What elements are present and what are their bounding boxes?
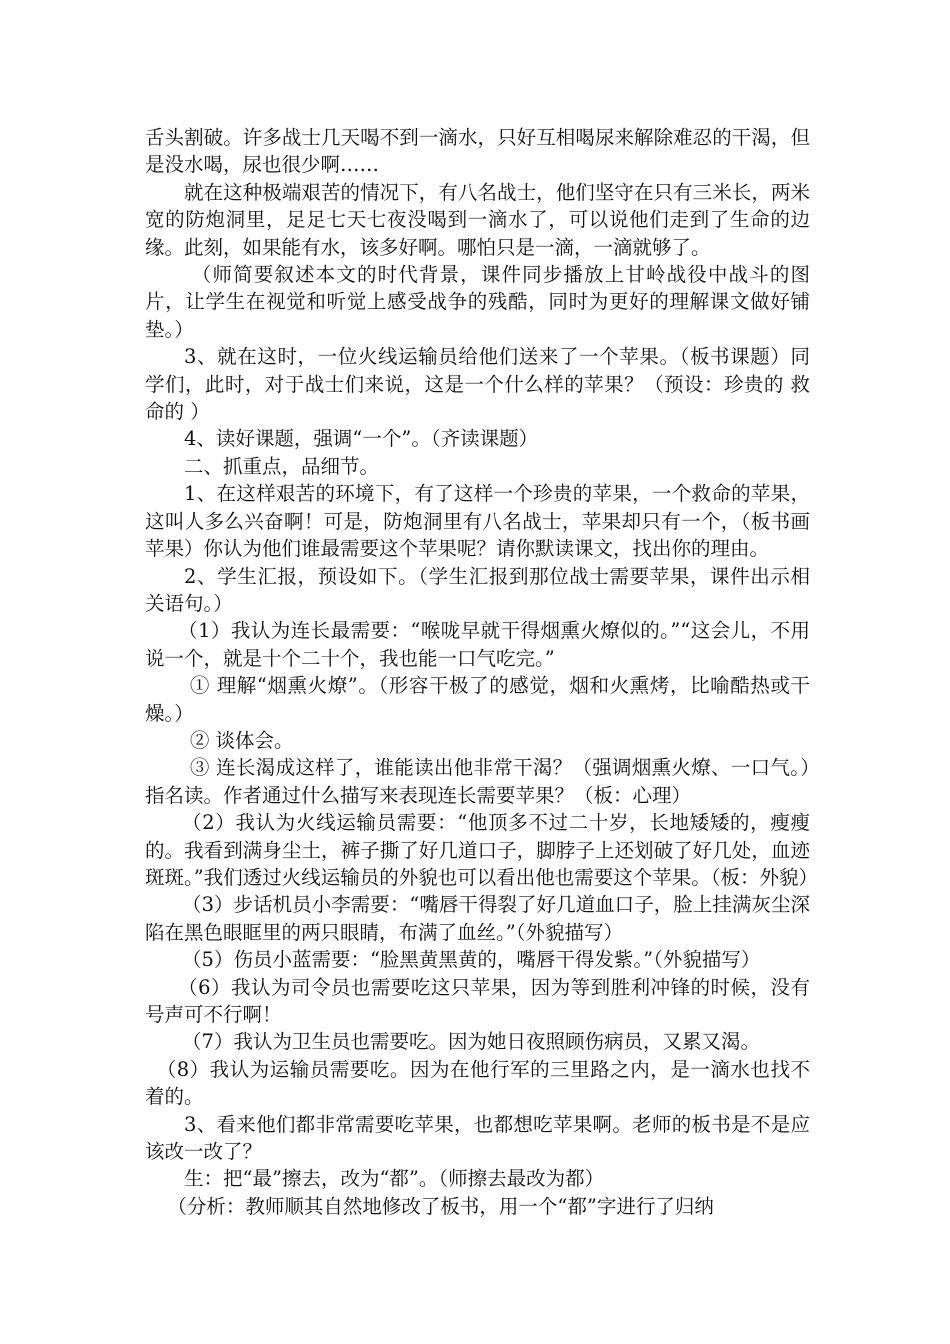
paragraph-teacher-note: （师简要叙述本文的时代背景，课件同步播放上甘岭战役中战斗的图片，让学生在视觉和听觉上感受战争的残酷，同时为更好的理解课文做好铺垫。） bbox=[145, 263, 810, 341]
list-item-8: （8）我认为运输员需要吃。因为在他行军的三里路之内，是一滴水也找不着的。 bbox=[145, 1057, 810, 1109]
paragraph-analysis: （分析：教师顺其自然地修改了板书，用一个“都”字进行了归纳 bbox=[167, 1194, 714, 1218]
list-item-3: （3）步话机员小李需要：“嘴唇干得裂了好几道血口子，脸上挂满灰尘深陷在黑色眼眶里的两只眼睛，布满了血丝。”（外貌描写） bbox=[145, 893, 810, 944]
list-item-7: （7）我认为卫生员也需要吃。因为她日夜照顾伤病员，又累又渴。 bbox=[182, 1030, 760, 1054]
section-heading-2: 二、抓重点，品细节。 bbox=[184, 454, 380, 478]
list-item-6: （6）我认为司令员也需要吃这只苹果，因为等到胜利冲锋的时候，没有号声可不行啊！ bbox=[145, 975, 810, 1026]
paragraph-sub-2: 2、学生汇报，预设如下。（学生汇报到那位战士需要苹果，课件出示相关语句。） bbox=[145, 564, 810, 615]
list-subitem-3: ③ 连长渴成这样了，谁能读出他非常干渴？（强调烟熏火燎、一口气。）指名读。作者通过什么描写来表现连长需要苹果？（板：心理） bbox=[145, 756, 810, 807]
document-body bbox=[145, 124, 818, 1220]
paragraph-step-3: 3、就在这时，一位火线运输员给他们送来了一个苹果。（板书课题）同学们，此时，对于战士们来说，这是一个什么样的苹果？（预设：珍贵的 救命的 ） bbox=[145, 345, 810, 424]
list-item-5: （5）伤员小蓝需要：“脸黑黄黑黄的，嘴唇干得发紫。”（外貌描写） bbox=[182, 948, 761, 972]
list-item-2: （2）我认为火线运输员需要：“他顶多不过二十岁，长地矮矮的，瘦瘦的。我看到满身尘土，裤子撕了好几道口子，脚脖子上还划破了好几处，血迹斑斑。”我们透过火线运输员的外貌也可以看出他也需要这个苹果。（板：外貌） bbox=[145, 811, 818, 889]
paragraph-sub-1: 1、在这样艰苦的环境下，有了这样一个珍贵的苹果，一个救命的苹果，这叫人多么兴奋啊！可是，防炮洞里有八名战士，苹果却只有一个，（板书画苹果）你认为他们谁最需要这个苹果呢？请你默读课文，找出你的理由。 bbox=[145, 482, 810, 561]
list-subitem-2: ② 谈体会。 bbox=[189, 728, 294, 752]
paragraph-student-answer: 生：把“最”擦去，改为“都”。（师擦去最改为都） bbox=[184, 1167, 605, 1191]
paragraph-background: 就在这种极端艰苦的情况下，有八名战士，他们坚守在只有三米长，两米宽的防炮洞里，足足七天七夜没喝到一滴水了，可以说他们走到了生命的边缘。此刻，如果能有水，该多好啊。哪怕只是一滴，一滴就够了。 bbox=[145, 180, 810, 259]
paragraph-sub-3: 3、看来他们都非常需要吃苹果，也都想吃苹果啊。老师的板书是不是应该改一改了？ bbox=[145, 1112, 810, 1164]
list-subitem-1: ① 理解“烟熏火燎”。（形容干极了的感觉，烟和火熏烤，比喻酷热或干燥。） bbox=[145, 674, 810, 725]
paragraph-step-4: 4、读好课题，强调“一个”。（齐读课题） bbox=[184, 427, 539, 451]
list-item-1: （1）我认为连长最需要：“喉咙早就干得烟熏火燎似的。”“这会儿，不用说一个，就是十个二十个，我也能一口气吃完。” bbox=[145, 619, 810, 670]
paragraph-continuation: 舌头割破。许多战士几天喝不到一滴水，只好互相喝尿来解除难忍的干渴，但是没水喝，尿也很少啊…… bbox=[145, 126, 810, 177]
